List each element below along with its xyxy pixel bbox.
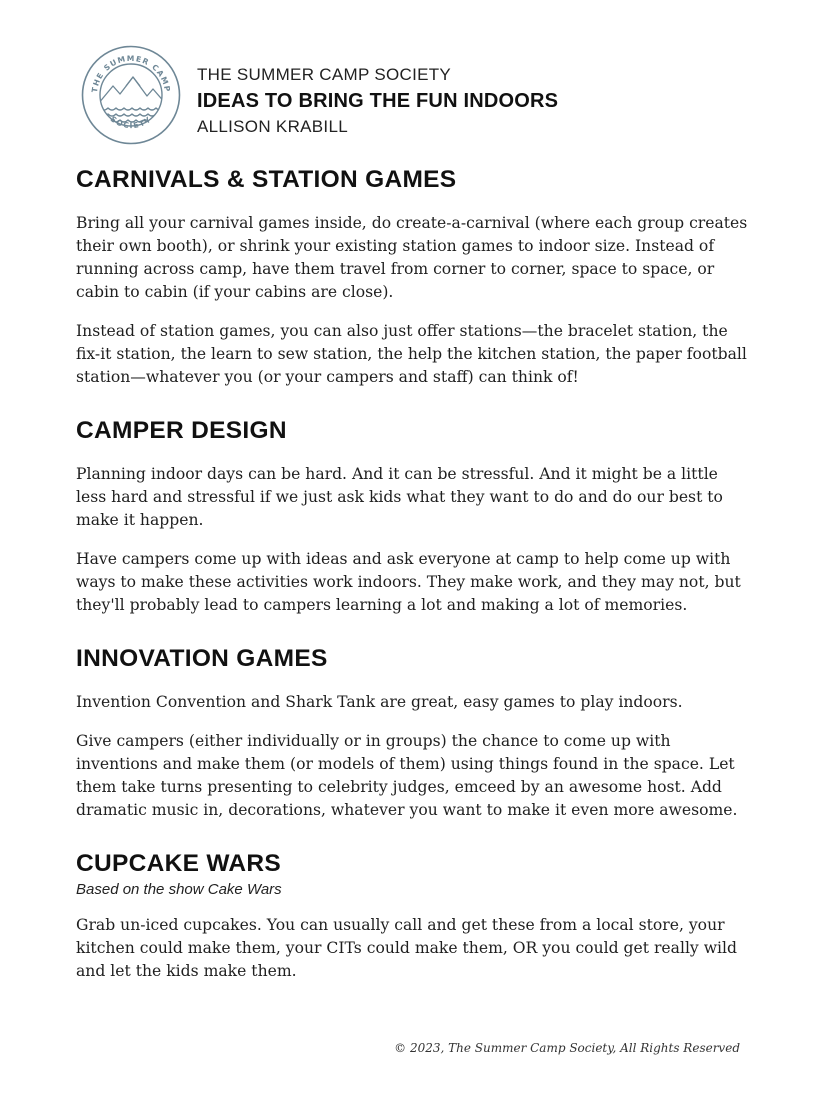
svg-text:SOCIETY: SOCIETY <box>108 114 154 131</box>
paragraph: Invention Convention and Shark Tank are great, easy games to play indoors. <box>76 693 683 711</box>
paragraph: Instead of station games, you can also just offer stations—the bracelet station, the fix-it station, the learn to sew station, the help the kitchen station, the paper football station—whatever you (or your campers and staff) can think of! <box>76 322 747 386</box>
header-titles <box>197 64 697 139</box>
section-innovation-games <box>76 643 748 822</box>
summer-camp-society-logo-icon <box>80 44 182 146</box>
document-body <box>76 164 748 983</box>
paragraph: Planning indoor days can be hard. And it can be stressful. And it might be a little less hard and stressful if we just ask kids what they want to do and do our best to make it happen. <box>76 465 723 529</box>
svg-text:THE SUMMER CAMP: THE SUMMER CAMP <box>89 53 173 94</box>
paragraph: Bring all your carnival games inside, do create-a-carnival (where each group creates their own booth), or shrink your existing station games to indoor size. Instead of running across camp, have them travel from corner to corner, space to space, or cabin to cabin (if your cabins are close). <box>76 214 748 301</box>
paragraph: Have campers come up with ideas and ask everyone at camp to help come up with ways to make these activities work indoors. They make work, and they may not, but they'll probably lead to campers learning a lot and making a lot of memories. <box>76 550 741 614</box>
organization-name: THE SUMMER CAMP SOCIETY <box>197 65 452 84</box>
section-heading: CAMPER DESIGN <box>76 417 287 444</box>
document-title: IDEAS TO BRING THE FUN INDOORS <box>197 90 559 112</box>
section-heading: INNOVATION GAMES <box>76 645 328 672</box>
section-cupcake-wars <box>76 848 748 983</box>
section-subtitle: Based on the show Cake Wars <box>76 881 282 898</box>
section-heading: CUPCAKE WARS <box>76 850 282 877</box>
paragraph: Grab un-iced cupcakes. You can usually call and get these from a local store, your kitchen could make them, your CITs could make them, OR you could get really wild and let the kids make them. <box>76 916 737 980</box>
section-heading: CARNIVALS & STATION GAMES <box>76 166 457 193</box>
section-camper-design <box>76 415 748 617</box>
paragraph: Give campers (either individually or in groups) the chance to come up with inventions and make them (or models of them) using things found in the space. Let them take turns presenting to celebrity judges, emceed by an awesome host. Add dramatic music in, decorations, whatever you want to make it even more awesome. <box>76 732 738 819</box>
author-name: ALLISON KRABILL <box>197 117 348 136</box>
copyright-footer: © 2023, The Summer Camp Society, All Rights Reserved <box>394 1041 740 1055</box>
section-carnivals <box>76 164 748 389</box>
